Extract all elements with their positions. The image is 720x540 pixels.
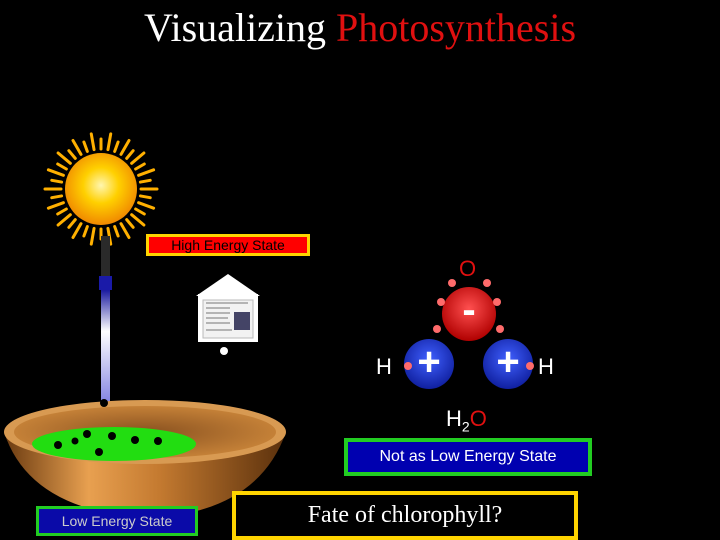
title-part2: Photosynthesis bbox=[335, 5, 577, 50]
sun-ray bbox=[69, 151, 75, 159]
sun-ray bbox=[69, 220, 75, 228]
sun-ray bbox=[140, 196, 150, 198]
formula-h: H bbox=[446, 406, 462, 431]
house-thumbnail bbox=[196, 274, 260, 355]
sun-ray bbox=[91, 134, 94, 150]
oxygen-charge: - bbox=[462, 288, 476, 332]
oxygen-letter: O bbox=[459, 256, 477, 281]
sun-ray bbox=[108, 134, 111, 150]
sun-ray bbox=[115, 227, 118, 236]
sun-ray bbox=[139, 203, 154, 208]
high-energy-label: High Energy State bbox=[146, 234, 310, 256]
formula-o: O bbox=[469, 406, 487, 431]
not-as-low-energy-label: Not as Low Energy State bbox=[344, 438, 592, 476]
sun-ray bbox=[121, 224, 129, 238]
sun-ray bbox=[140, 180, 150, 182]
sun-ray bbox=[48, 203, 63, 208]
light-beam bbox=[99, 236, 112, 408]
sun-ray bbox=[58, 153, 70, 163]
sun-icon bbox=[45, 134, 157, 244]
fate-of-chlorophyll-box: Fate of chlorophyll? bbox=[232, 491, 578, 540]
sun-ray bbox=[58, 164, 67, 169]
sun-ray bbox=[127, 220, 133, 228]
sun-ray bbox=[91, 228, 94, 244]
sun-ray bbox=[84, 142, 87, 151]
hydrogen-letter-right: H bbox=[538, 354, 554, 379]
sun-ray bbox=[132, 215, 144, 225]
title-part1: Visualizing bbox=[143, 5, 336, 50]
water-formula bbox=[446, 406, 487, 434]
sun-ray bbox=[127, 151, 133, 159]
sun-ray bbox=[132, 153, 144, 163]
sun-ray bbox=[73, 224, 81, 238]
hydrogen-letter-left: H bbox=[376, 354, 392, 379]
low-energy-label: Low Energy State bbox=[36, 506, 198, 536]
sun-ray bbox=[136, 209, 145, 214]
sun-ray bbox=[52, 196, 62, 198]
sun-ray bbox=[58, 209, 67, 214]
sun-ray bbox=[73, 141, 81, 155]
sun-ray bbox=[121, 141, 129, 155]
sun-ray bbox=[58, 215, 70, 225]
sun-ray bbox=[48, 170, 63, 175]
sun-ray bbox=[115, 142, 118, 151]
hydrogen-charge-left: + bbox=[417, 340, 441, 384]
hydrogen-charge-right: + bbox=[496, 340, 520, 384]
sun-ray bbox=[139, 170, 154, 175]
formula-subscript: 2 bbox=[461, 418, 470, 435]
sun-ray bbox=[52, 180, 62, 182]
sun-ray bbox=[84, 227, 87, 236]
sun-ray bbox=[136, 164, 145, 169]
